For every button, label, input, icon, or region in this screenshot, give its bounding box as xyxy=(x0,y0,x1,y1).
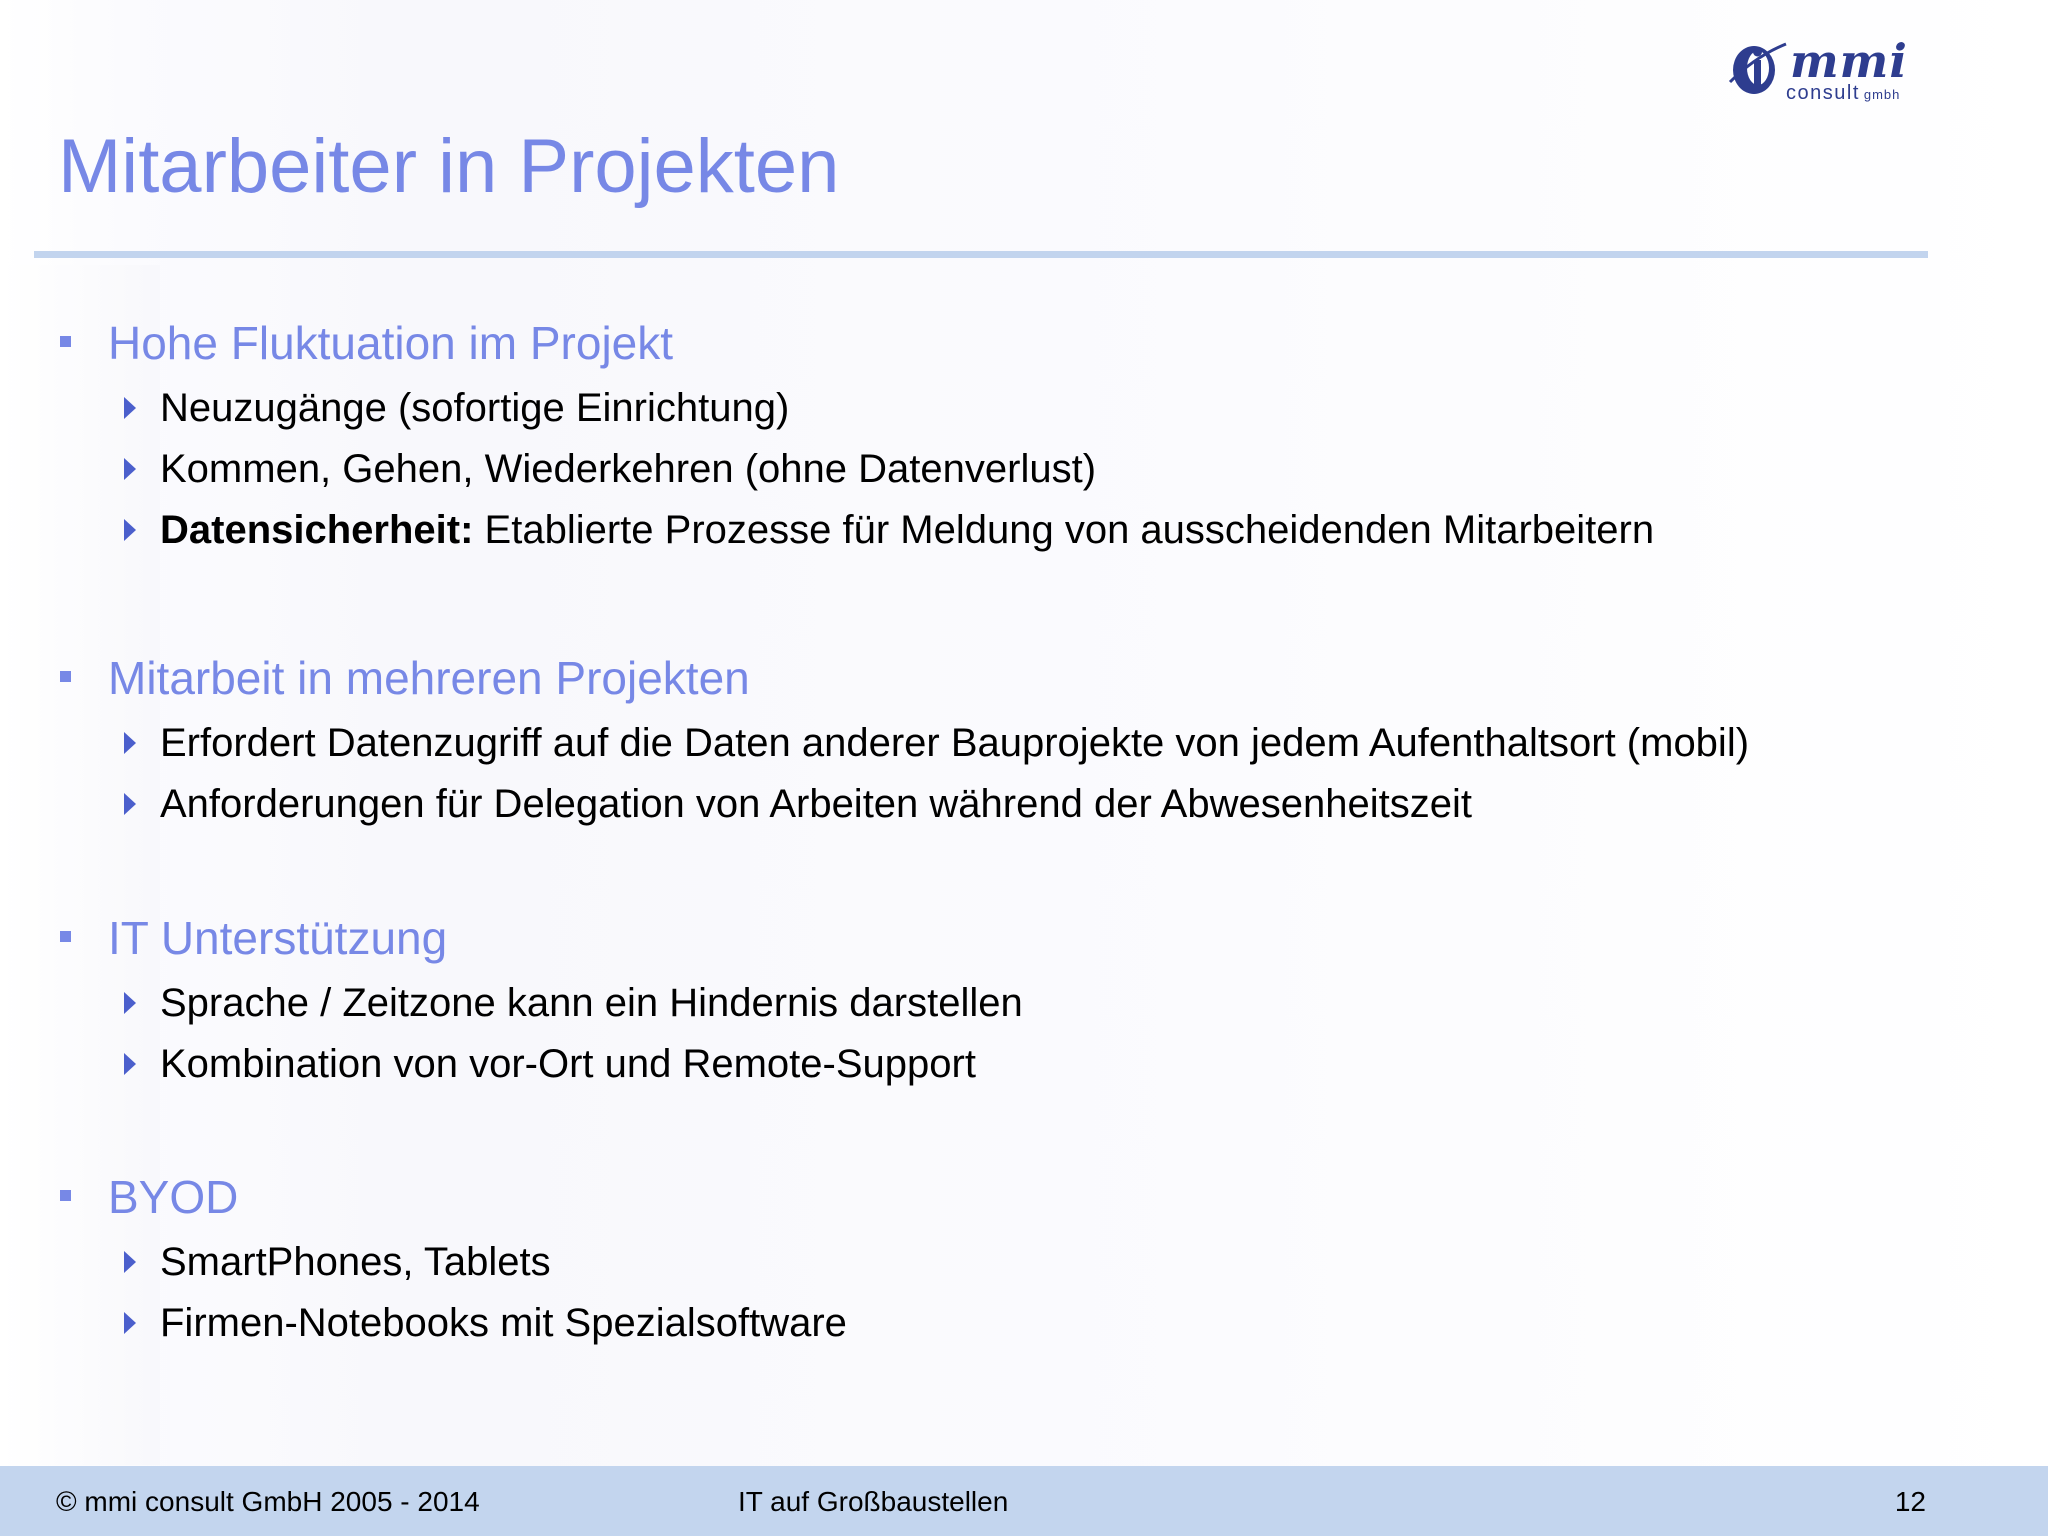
title-divider xyxy=(34,251,1928,258)
background-fade xyxy=(0,265,160,1465)
square-bullet-icon xyxy=(60,1190,71,1201)
section-heading-text: BYOD xyxy=(108,1171,239,1223)
slide-footer xyxy=(0,1466,2048,1536)
footer-topic: IT auf Großbaustellen xyxy=(738,1486,1009,1517)
bullet-text: SmartPhones, Tablets xyxy=(160,1240,551,1284)
company-logo xyxy=(1728,36,1940,106)
slide-title: Mitarbeiter in Projekten xyxy=(58,124,840,209)
bullet-text xyxy=(160,505,1654,555)
bullet-text: Kombination von vor-Ort und Remote-Support xyxy=(160,1042,976,1086)
page-number: 12 xyxy=(1894,1486,1926,1517)
section-heading-text: Mitarbeit in mehreren Projekten xyxy=(108,652,750,704)
bullet-text: Kommen, Gehen, Wiederkehren (ohne Datenverlust) xyxy=(160,447,1097,491)
section-heading-text: Hohe Fluktuation im Projekt xyxy=(108,317,674,369)
triangle-bullet-icon xyxy=(124,1251,136,1273)
logo-wordmark: mmi xyxy=(1790,34,1908,88)
logo-subtitle-gmbh: gmbh xyxy=(1863,87,1901,102)
footer-copyright: © mmi consult GmbH 2005 - 2014 xyxy=(56,1486,480,1517)
bullet-text: Firmen-Notebooks mit Spezialsoftware xyxy=(160,1301,847,1345)
bullet-text: Anforderungen für Delegation von Arbeiten während der Abwesenheitszeit xyxy=(160,782,1472,826)
triangle-bullet-icon xyxy=(124,1312,136,1334)
triangle-bullet-icon xyxy=(124,793,136,815)
bullet-bold-label: Datensicherheit: xyxy=(160,508,474,552)
triangle-bullet-icon xyxy=(124,992,136,1014)
bullet-text: Sprache / Zeitzone kann ein Hindernis darstellen xyxy=(160,981,1023,1025)
bullet-rest-text: Etablierte Prozesse für Meldung von ausscheidenden Mitarbeitern xyxy=(473,508,1655,552)
section-heading-text: IT Unterstützung xyxy=(108,912,448,964)
logo-subtitle-consult: consult xyxy=(1786,82,1860,104)
logo-emblem-icon xyxy=(1728,36,1788,100)
triangle-bullet-icon xyxy=(124,458,136,480)
triangle-bullet-icon xyxy=(124,519,136,541)
square-bullet-icon xyxy=(60,336,71,347)
triangle-bullet-icon xyxy=(124,732,136,754)
triangle-bullet-icon xyxy=(124,1053,136,1075)
triangle-bullet-icon xyxy=(124,397,136,419)
square-bullet-icon xyxy=(60,931,71,942)
logo-subtitle xyxy=(1786,83,1900,105)
bullet-text: Erfordert Datenzugriff auf die Daten anderer Bauprojekte von jedem Aufenthaltsort (mobil) xyxy=(160,721,1750,765)
bullet-text: Neuzugänge (sofortige Einrichtung) xyxy=(160,386,790,430)
square-bullet-icon xyxy=(60,671,71,682)
